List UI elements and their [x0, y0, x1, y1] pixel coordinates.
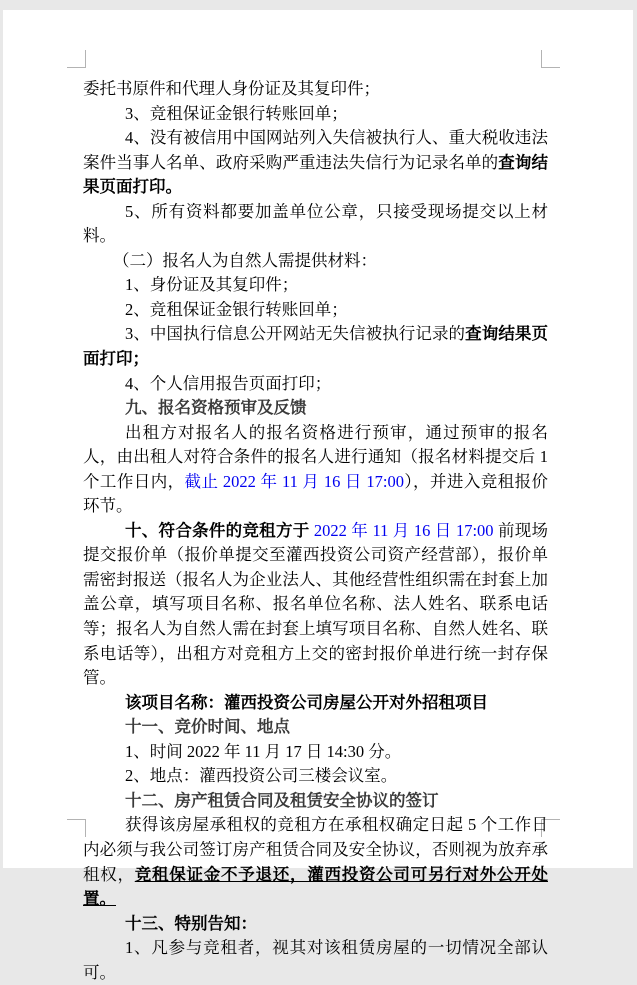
- text-run: 获得该房屋承租权的竞租方在承租权确定日起 5 个工作日内必须与我公司签订房产租赁合同及安全协议，否则视为放弃承租权，: [83, 815, 548, 884]
- paragraph-17[interactable]: [83, 789, 548, 814]
- paragraph-3[interactable]: [83, 126, 548, 200]
- text-run: 出租方对报名人的报名资格进行预审，通过预审的报名人，由出租人对符合条件的报名人进行通知（报名材料提交后 1 个工作日内，: [83, 422, 548, 491]
- text-run: 1、时间 2022 年 11 月 17 日 14:30 分。: [125, 741, 402, 761]
- text-run: 九、报名资格预审及反馈: [125, 399, 307, 418]
- paragraph-1[interactable]: [83, 77, 548, 102]
- text-run: 十三、特别告知：: [125, 913, 257, 933]
- document-text-block[interactable]: [83, 77, 548, 985]
- text-run: 2、竞租保证金银行转账回单；: [125, 299, 348, 319]
- paragraph-2[interactable]: [83, 102, 548, 127]
- text-run: ），并进入竞租报价环节。: [83, 471, 548, 516]
- paragraph-4[interactable]: [83, 200, 548, 249]
- text-run: 十二、房产租赁合同及租赁安全协议的签订: [125, 791, 439, 810]
- paragraph-18[interactable]: [83, 813, 548, 911]
- text-run: 前现场提交报价单（报价单提交至灌西投资公司资产经营部），报价单需密封报送（报名人为企业法人、其他经营性组织需在封套上加盖公章，填写项目名称、报名单位名称、法人姓名、联系电话等；报名人为自然人需在封套上填写项目名称、自然人姓名、联系电话等），出租方对竞租方上交的密封报价单进行统一封存保管。: [83, 520, 549, 688]
- text-run: 竞租保证金不予退还，灌西投资公司可另行对外公开处置。: [83, 864, 548, 909]
- paragraph-5[interactable]: [83, 249, 548, 274]
- paragraph-16[interactable]: [83, 764, 548, 789]
- text-run: （二）报名人为自然人需提供材料：: [113, 250, 377, 270]
- text-run: 2、地点：灌西投资公司三楼会议室。: [125, 766, 398, 786]
- paragraph-14[interactable]: [83, 715, 548, 740]
- text-run: 4、没有被信用中国网站列入失信被执行人、重大税收违法案件当事人名单、政府采购严重违法失信行为记录名单的: [83, 128, 548, 172]
- paragraph-20[interactable]: [83, 936, 548, 985]
- text-run: 4、个人信用报告页面打印；: [125, 373, 332, 393]
- text-run: 十、符合条件的竞租方于: [125, 520, 310, 540]
- text-run: 5、所有资料都要加盖单位公章，只接受现场提交以上材料。: [83, 201, 548, 246]
- paragraph-6[interactable]: [83, 273, 548, 298]
- text-run: 1、凡参与竞租者，视其对该租赁房屋的一切情况全部认可。: [83, 938, 548, 982]
- paragraph-10[interactable]: [83, 396, 548, 421]
- paragraph-12[interactable]: [83, 519, 548, 691]
- paragraph-11[interactable]: [83, 421, 548, 519]
- text-run: 委托书原件和代理人身份证及其复印件；: [83, 79, 380, 98]
- paragraph-13[interactable]: [83, 691, 548, 716]
- paragraph-15[interactable]: [83, 740, 548, 765]
- paragraph-7[interactable]: [83, 298, 548, 323]
- text-run: 3、中国执行信息公开网站无失信被执行记录的: [125, 324, 466, 344]
- text-run: 查询结果页面打印；: [83, 324, 549, 369]
- text-run: 该项目名称：灌西投资公司房屋公开对外招租项目: [125, 692, 488, 712]
- text-run: 3、竞租保证金银行转账回单；: [125, 103, 348, 123]
- paragraph-8[interactable]: [83, 322, 548, 371]
- text-run: 截止 2022 年 11 月 16 日 17:00: [184, 471, 404, 491]
- text-run: 1、身份证及其复印件；: [125, 275, 299, 295]
- paragraph-19[interactable]: [83, 912, 548, 937]
- text-run: 2022 年 11 月 16 日 17:00: [309, 520, 498, 540]
- paragraph-9[interactable]: [83, 372, 548, 397]
- text-run: 十一、竞价时间、地点: [125, 718, 290, 737]
- text-run: 查询结果页面打印。: [83, 152, 549, 197]
